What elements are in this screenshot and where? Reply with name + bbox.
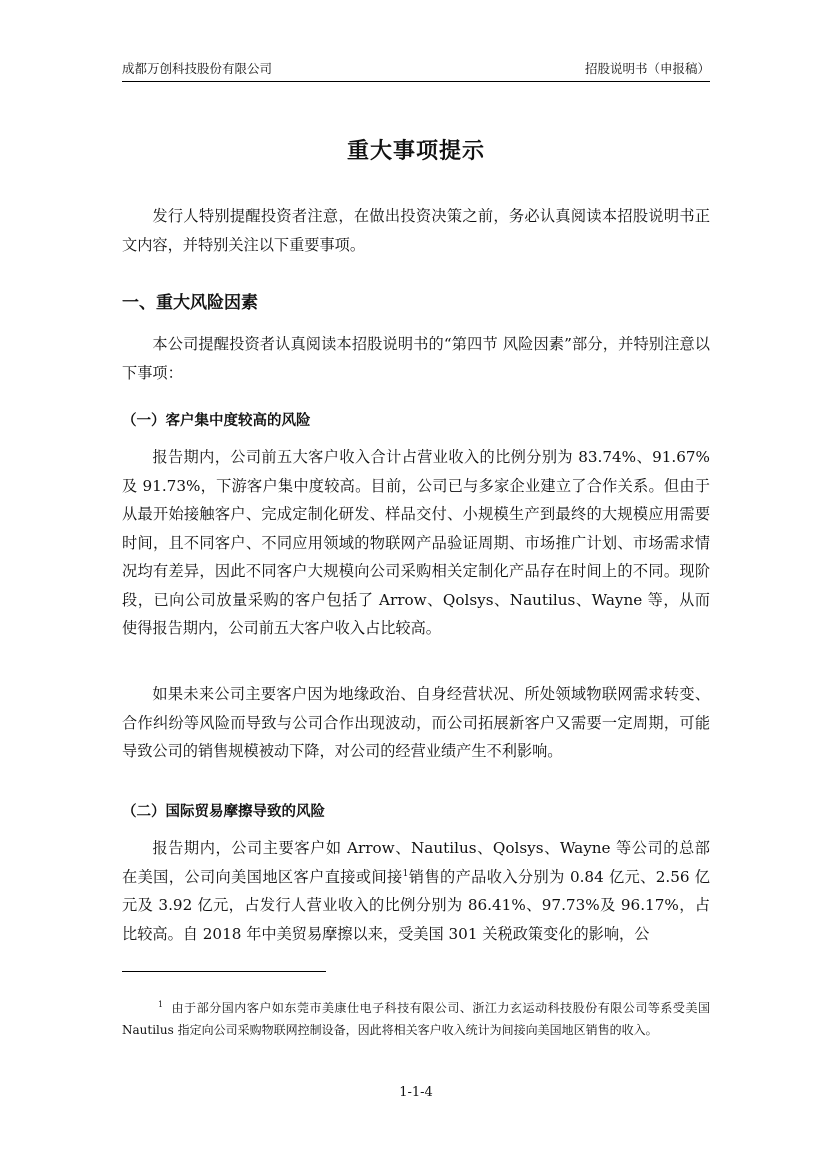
intro-paragraph: 发行人特别提醒投资者注意，在做出投资决策之前，务必认真阅读本招股说明书正文内容，并特别关注以下重要事项。 [122, 207, 710, 254]
header-company: 成都万创科技股份有限公司 [122, 61, 273, 76]
page-title: 重大事项提示 [346, 139, 485, 164]
footnote-text: 由于部分国内客户如东莞市美康仕电子科技有限公司、浙江力玄运动科技股份有限公司等系受美国 Nautilus 指定向公司采购物联网控制设备，因此将相关客户收入统计为间接向美国地区销售的收入。 [122, 1001, 710, 1037]
trade-friction-paragraph [122, 834, 710, 948]
trade-friction-text-a: 报告期内，公司主要客户如 Arrow、Nautilus、Qolsys、Wayne 等公司的总部在美国，公司向美国地区客户直接或间接 [122, 839, 710, 886]
subsection-heading-trade-friction: （二）国际贸易摩擦导致的风险 [122, 804, 325, 820]
page-header [122, 57, 710, 82]
customer-concentration-paragraph-2: 如果未来公司主要客户因为地缘政治、自身经营状况、所处领域物联网需求转变、合作纠纷等风险而导致与公司合作出现波动，而公司拓展新客户又需要一定周期，可能导致公司的销售规模被动下降，对公司的经营业绩产生不利影响。 [122, 685, 710, 760]
trade-friction-text-b: 销售的产品收入分别为 0.84 亿元、2.56 亿元及 3.92 亿元，占发行人营业收入的比例分别为 86.41%、97.73%及 96.17%，占比较高。自 2018 年中美贸易摩擦以来，受美国 301 关税政策变化的影响，公 [122, 867, 710, 943]
footnote-reference[interactable]: 1 [402, 868, 409, 879]
footnote [122, 994, 710, 1041]
footnote-mark: 1 [158, 1000, 164, 1009]
section-heading-risk-factors: 一、重大风险因素 [122, 293, 258, 313]
customer-concentration-paragraph-1: 报告期内，公司前五大客户收入合计占营业收入的比例分别为 83.74%、91.67%及 91.73%，下游客户集中度较高。目前，公司已与多家企业建立了合作关系。但由于从最开始接触客户、完成定制化研发、样品交付、小规模生产到最终的大规模应用需要时间，且不同客户、不同应用领域的物联网产品验证周期、市场推广计划、市场需求情况均有差异，因此不同客户大规模向公司采购相关定制化产品存在时间上的不同。现阶段，已向公司放量采购的客户包括了 Arrow、Qolsys、Nautilus、Wayne 等，从而使得报告期内，公司前五大客户收入占比较高。 [122, 448, 710, 637]
page-number: 1-1-4 [399, 1085, 433, 1100]
subsection-heading-customer-concentration: （一）客户集中度较高的风险 [122, 413, 311, 429]
footnote-divider [122, 971, 326, 972]
risk-intro-paragraph: 本公司提醒投资者认真阅读本招股说明书的“第四节 风险因素”部分，并特别注意以下事项： [122, 335, 710, 382]
header-doc-type: 招股说明书（申报稿） [584, 61, 710, 76]
